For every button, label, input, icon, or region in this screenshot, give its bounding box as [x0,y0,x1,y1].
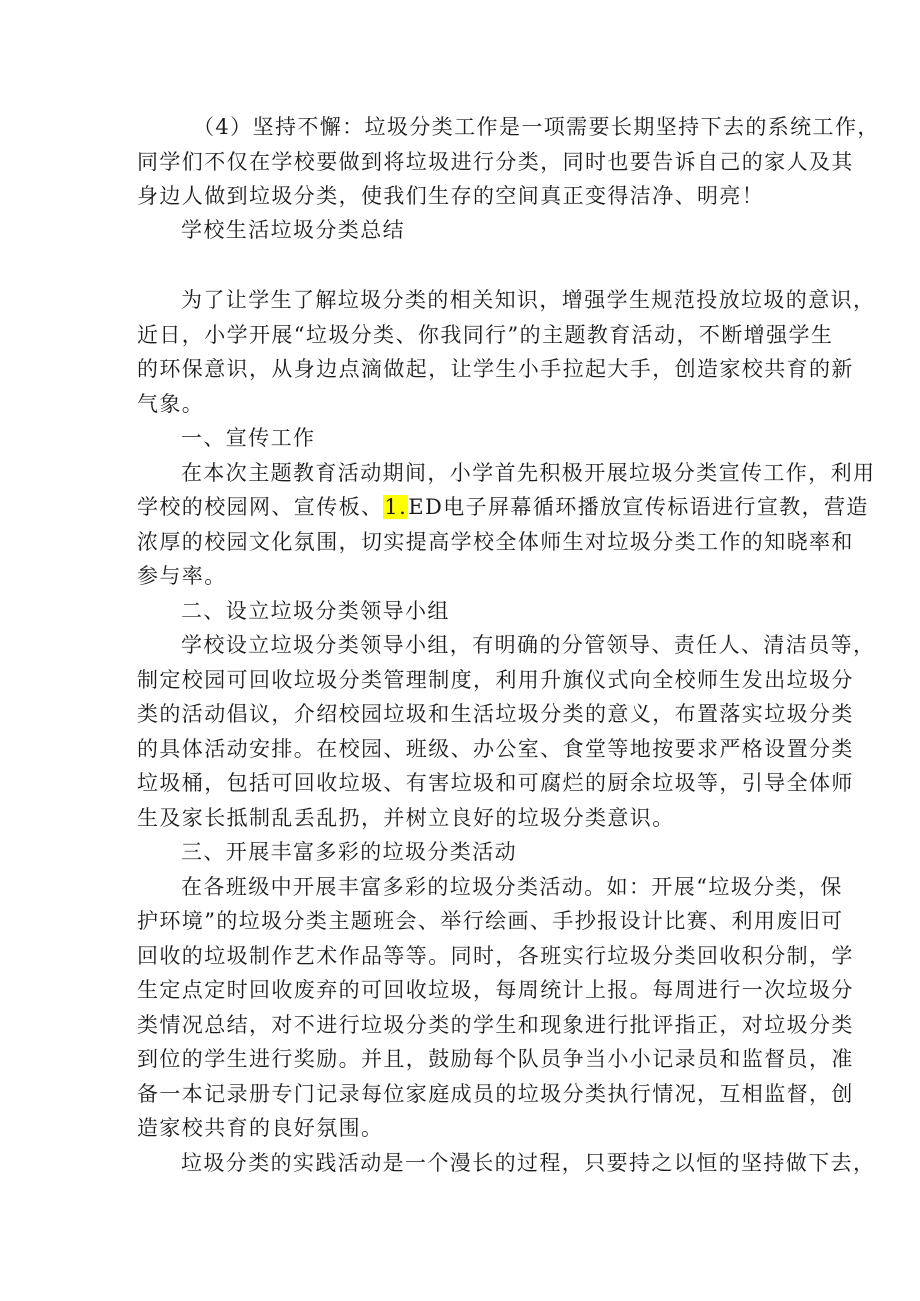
text-segment: 学校的校园网、宣传板、 [137,495,384,519]
paragraph-line: 参与率。 [137,564,227,588]
text-segment: ED电子屏幕循环播放宣传标语进行宣教，营造 [408,495,869,519]
paragraph-line: 浓厚的校园文化氛围，切实提高学校全体师生对垃圾分类工作的知晓率和 [137,530,854,554]
paragraph-line: 制定校园可回收垃圾分类管理制度，利用升旗仪式向全校师生发出垃圾分 [137,668,854,692]
paragraph-line: 造家校共育的良好氛围。 [137,1116,384,1140]
paragraph-line: 生及家长抵制乱丢乱扔，并树立良好的垃圾分类意识。 [137,806,675,830]
paragraph-line: 护环境”的垃圾分类主题班会、举行绘画、手抄报设计比赛、利用废旧可 [137,909,844,933]
paragraph-line: 的具体活动安排。在校园、班级、办公室、食堂等地按要求严格设置分类 [137,737,854,761]
paragraph-line: 类情况总结，对不进行垃圾分类的学生和现象进行批评指正，对垃圾分类 [137,1013,854,1037]
paragraph-line: 在本次主题教育活动期间，小学首先积极开展垃圾分类宣传工作，利用 [181,461,876,485]
paragraph-line: 备一本记录册专门记录每位家庭成员的垃圾分类执行情况，互相监督，创 [137,1082,854,1106]
paragraph-line: 学校设立垃圾分类领导小组，有明确的分管领导、责任人、清洁员等， [181,633,876,657]
paragraph-line: 气象。 [137,392,205,416]
paragraph-line: 垃圾桶，包括可回收垃圾、有害垃圾和可腐烂的厨余垃圾等，引导全体师 [137,771,854,795]
paragraph-line: 的环保意识，从身边点滴做起，让学生小手拉起大手，创造家校共育的新 [137,357,854,381]
paragraph-line: 身边人做到垃圾分类，使我们生存的空间真正变得洁净、明亮！ [137,184,765,208]
section-title: 学校生活垃圾分类总结 [181,218,405,242]
paragraph-line: （4）坚持不懈：垃圾分类工作是一项需要长期坚持下去的系统工作， [193,115,880,139]
paragraph-line: 回收的垃圾制作艺术作品等等。同时，各班实行垃圾分类回收积分制，学 [137,944,854,968]
paragraph-line: 同学们不仅在学校要做到将垃圾进行分类，同时也要告诉自己的家人及其 [137,150,854,174]
section-heading: 一、宣传工作 [181,426,316,450]
paragraph-line: 生定点定时回收废弃的可回收垃圾，每周统计上报。每周进行一次垃圾分 [137,978,854,1002]
paragraph-line: 到位的学生进行奖励。并且，鼓励每个队员争当小小记录员和监督员，准 [137,1047,854,1071]
paragraph-line: 近日，小学开展“垃圾分类、你我同行”的主题教育活动，不断增强学生 [137,323,834,347]
paragraph-line: 在各班级中开展丰富多彩的垃圾分类活动。如：开展“垃圾分类，保 [181,875,843,899]
section-heading: 二、设立垃圾分类领导小组 [181,599,450,623]
paragraph-line: 为了让学生了解垃圾分类的相关知识，增强学生规范投放垃圾的意识， [181,288,876,312]
highlighted-text: 1. [384,495,408,519]
section-heading: 三、开展丰富多彩的垃圾分类活动 [181,840,517,864]
paragraph-line [137,492,869,522]
paragraph-line: 类的活动倡议，介绍校园垃圾和生活垃圾分类的意义，布置落实垃圾分类 [137,702,854,726]
paragraph-line: 垃圾分类的实践活动是一个漫长的过程，只要持之以恒的坚持做下去， [181,1151,876,1175]
